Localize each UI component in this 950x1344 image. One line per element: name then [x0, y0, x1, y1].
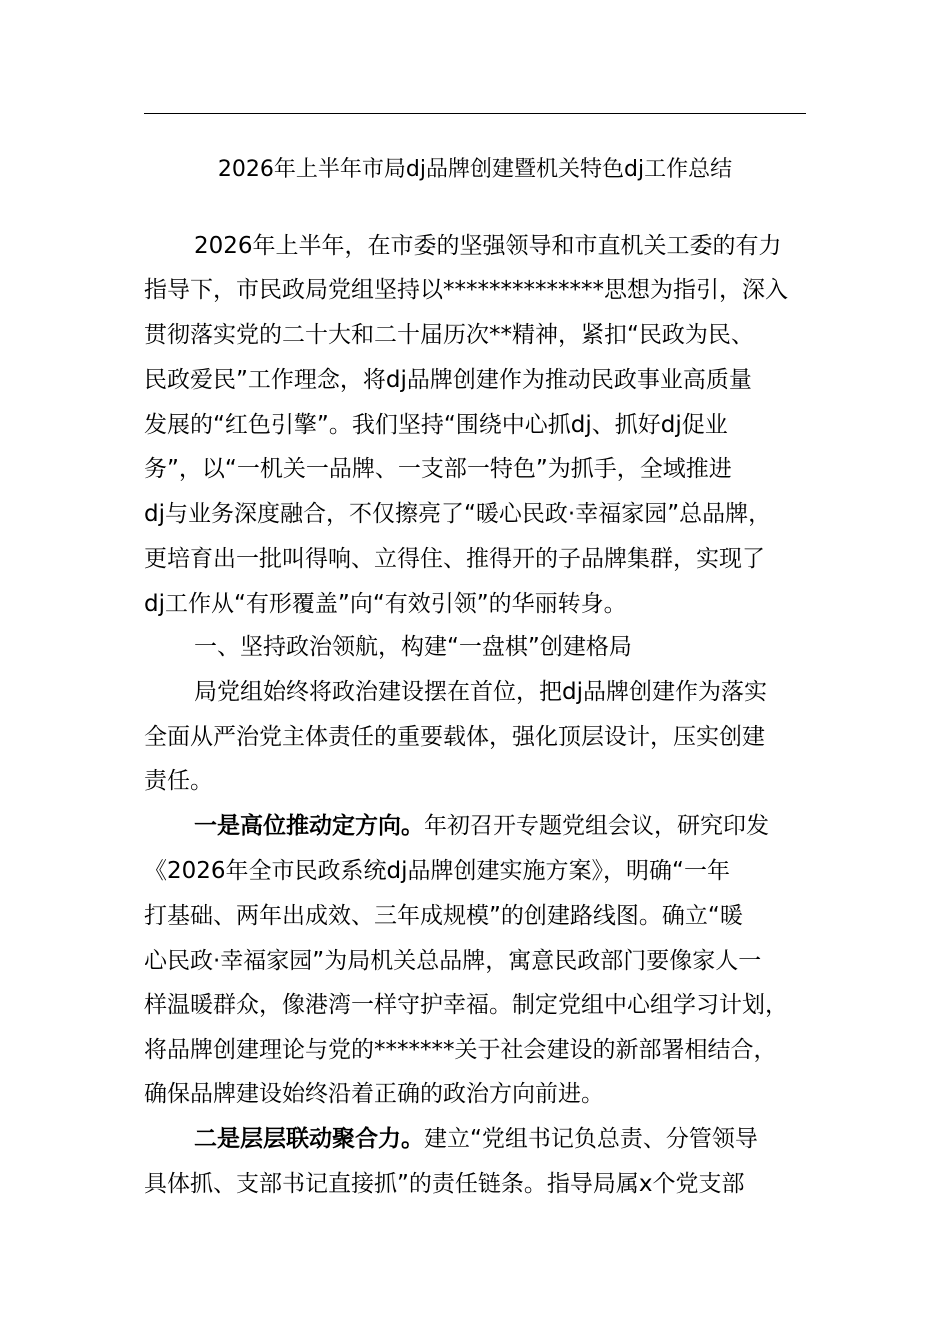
- body-line: 确保品牌建设始终沿着正确的政治方向前进。: [144, 1081, 604, 1107]
- bold-lead: 一是高位推动定方向。: [194, 813, 424, 839]
- paragraph-first-line: [144, 1119, 806, 1159]
- section-heading: 一、坚持政治领航，构建“一盘棋”创建格局: [194, 634, 632, 660]
- paragraph-first-line: [144, 806, 806, 846]
- body-line: 务”，以“一机关一品牌、一支部一特色”为抓手，全域推进: [144, 456, 732, 482]
- body-line: 样温暖群众，像港湾一样守护幸福。制定党组中心组学习计划，: [144, 992, 788, 1018]
- bold-lead: 二是层层联动聚合力。: [194, 1126, 424, 1152]
- body-line: 心民政·幸福家园”为局机关总品牌，寓意民政部门要像家人一: [144, 948, 762, 974]
- body-line: 责任。: [144, 768, 213, 794]
- header-rule: [144, 113, 806, 114]
- body-line: 指导下，市民政局党组坚持以**************思想为指引，深入: [144, 277, 788, 303]
- body-line: 2026年上半年，在市委的坚强领导和市直机关工委的有力: [194, 233, 782, 259]
- body-line: dj与业务深度融合，不仅擦亮了“暖心民政·幸福家园”总品牌，: [144, 501, 772, 527]
- body-line: 民政爱民”工作理念，将dj品牌创建作为推动民政事业高质量: [144, 367, 752, 393]
- body-line: 具体抓、支部书记直接抓”的责任链条。指导局属x个党支部: [144, 1171, 745, 1197]
- body-line: 贯彻落实党的二十大和二十届历次**精神，紧扣“民政为民、: [144, 322, 754, 348]
- document-title: 2026年上半年市局dj品牌创建暨机关特色dj工作总结: [217, 157, 733, 182]
- body-text: 年初召开专题党组会议，研究印发: [424, 813, 769, 839]
- body-line: dj工作从“有形覆盖”向“有效引领”的华丽转身。: [144, 591, 627, 617]
- body-line: 局党组始终将政治建设摆在首位，把dj品牌创建作为落实: [194, 679, 767, 705]
- body-text: 建立“党组书记负总责、分管领导: [424, 1126, 758, 1152]
- body-line: 更培育出一批叫得响、立得住、推得开的子品牌集群，实现了: [144, 546, 765, 572]
- body-line: 将品牌创建理论与党的*******关于社会建设的新部署相结合，: [144, 1037, 777, 1063]
- body-line: 全面从严治党主体责任的重要载体，强化顶层设计，压实创建: [144, 724, 765, 750]
- body-line: 打基础、两年出成效、三年成规模”的创建路线图。确立“暖: [144, 903, 743, 929]
- body-line: 《2026年全市民政系统dj品牌创建实施方案》，明确“一年: [144, 858, 730, 884]
- body-line: 发展的“红色引擎”。我们坚持“围绕中心抓dj、抓好dj促业: [144, 412, 728, 438]
